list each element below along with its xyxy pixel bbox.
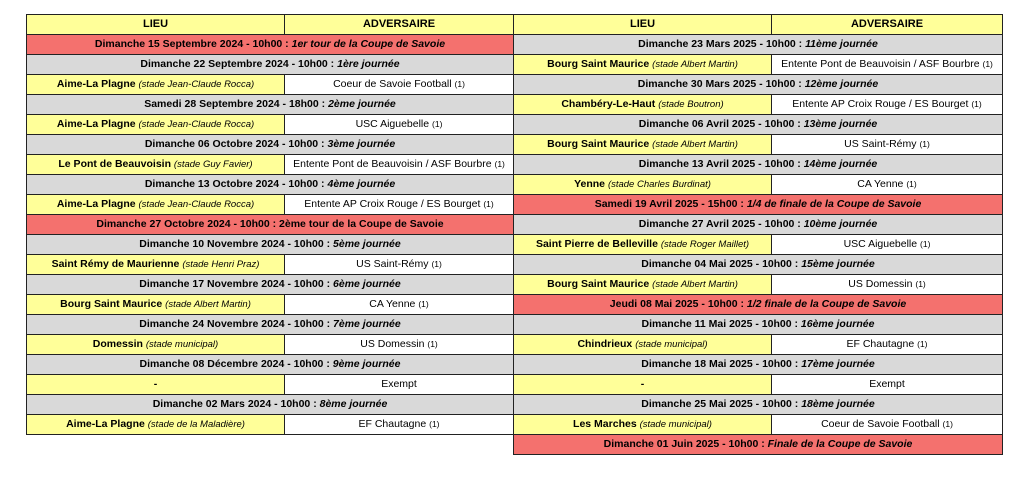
cup-round-row	[514, 435, 1003, 455]
matchday-row	[27, 395, 514, 415]
match-row	[514, 135, 1003, 155]
matchday-cell	[514, 255, 1003, 275]
cup-round-cell	[27, 215, 514, 235]
venue-cell	[514, 275, 772, 295]
round-label: 7ème journée	[333, 318, 401, 330]
opponent-cell	[285, 75, 514, 95]
venue-cell	[514, 55, 772, 75]
matchday-cell	[27, 175, 514, 195]
round-label: 1/4 de finale de la Coupe de Savoie	[746, 198, 922, 210]
opponent-name: EF Chautagne	[846, 338, 915, 350]
venue-cell	[514, 175, 772, 195]
stadium-name: (stade Albert Martin)	[165, 299, 251, 310]
venue-name: Bourg Saint Maurice	[547, 138, 650, 150]
stadium-name: (stade Jean-Claude Rocca)	[138, 199, 255, 210]
matchday-cell	[514, 75, 1003, 95]
opponent-cell	[285, 255, 514, 275]
match-row	[27, 115, 514, 135]
matchday-cell	[27, 395, 514, 415]
opponent-cell	[772, 275, 1003, 295]
opponent-name: Coeur de Savoie Football	[333, 78, 452, 90]
opponent-name: Entente AP Croix Rouge / ES Bourget	[792, 98, 969, 110]
venue-name: Les Marches	[573, 418, 637, 430]
venue-cell	[27, 255, 285, 275]
opponent-cell	[772, 55, 1003, 75]
stadium-name: (stade municipal)	[145, 339, 219, 350]
match-row	[27, 375, 514, 395]
opponent-cell	[285, 295, 514, 315]
match-date: Dimanche 01 Juin 2025 - 10h00 :	[603, 438, 768, 450]
header-adversaire: ADVERSAIRE	[285, 15, 514, 35]
matchday-cell	[27, 315, 514, 335]
cup-round-row	[27, 215, 514, 235]
match-date: Dimanche 08 Décembre 2024 - 10h00 :	[139, 358, 333, 370]
matchday-cell	[27, 235, 514, 255]
opponent-name: Exempt	[381, 378, 417, 390]
match-date: Dimanche 23 Mars 2025 - 10h00 :	[638, 38, 806, 50]
matchday-row	[27, 235, 514, 255]
opponent-name: Entente Pont de Beauvoisin / ASF Bourbre	[293, 158, 492, 170]
opponent-note: (1)	[942, 419, 953, 429]
stadium-name: (stade Roger Maillet)	[660, 239, 750, 250]
matchday-row	[27, 55, 514, 75]
round-label: 5ème journée	[333, 238, 401, 250]
round-label: 11ème journée	[805, 38, 878, 50]
match-row	[514, 415, 1003, 435]
match-date: Dimanche 06 Octobre 2024 - 10h00 :	[144, 138, 328, 150]
round-label: 2ème tour de la Coupe de Savoie	[279, 218, 444, 230]
cup-round-cell	[514, 195, 1003, 215]
match-row	[27, 415, 514, 435]
match-date: Dimanche 30 Mars 2025 - 10h00 :	[637, 78, 805, 90]
opponent-name: Entente AP Croix Rouge / ES Bourget	[304, 198, 481, 210]
stadium-name: (stade Jean-Claude Rocca)	[138, 79, 255, 90]
round-label: 9ème journée	[332, 358, 401, 370]
matchday-cell	[514, 395, 1003, 415]
matchday-row	[514, 355, 1003, 375]
opponent-name: USC Aiguebelle	[355, 118, 430, 130]
cup-round-row	[514, 295, 1003, 315]
match-date: Dimanche 25 Mai 2025 - 10h00 :	[641, 398, 802, 410]
matchday-row	[27, 275, 514, 295]
opponent-cell	[285, 335, 514, 355]
opponent-note: (1)	[454, 79, 465, 89]
match-date: Dimanche 15 Septembre 2024 - 10h00 :	[94, 38, 292, 50]
opponent-note: (1)	[494, 159, 505, 169]
round-label: 3ème journée	[327, 138, 396, 150]
opponent-name: USC Aiguebelle	[843, 238, 918, 250]
match-row	[27, 255, 514, 275]
round-label: 4ème journée	[327, 178, 396, 190]
opponent-note: (1)	[483, 199, 494, 209]
venue-cell	[27, 155, 285, 175]
round-label: Finale de la Coupe de Savoie	[767, 438, 913, 450]
matchday-cell	[27, 135, 514, 155]
opponent-note: (1)	[431, 259, 442, 269]
opponent-name: US Domessin	[360, 338, 425, 350]
match-row	[514, 175, 1003, 195]
stadium-name: (stade Albert Martin)	[652, 279, 738, 290]
matchday-row	[514, 255, 1003, 275]
venue-name: Aime-La Plagne	[56, 118, 136, 130]
match-date: Dimanche 17 Novembre 2024 - 10h00 :	[139, 278, 334, 290]
match-row	[514, 235, 1003, 255]
venue-cell	[27, 415, 285, 435]
match-date: Dimanche 22 Septembre 2024 - 10h00 :	[140, 58, 338, 70]
cup-round-cell	[514, 435, 1003, 455]
opponent-name: Coeur de Savoie Football	[821, 418, 940, 430]
venue-cell	[514, 135, 772, 155]
opponent-name: US Saint-Rémy	[356, 258, 429, 270]
stadium-name: (stade Jean-Claude Rocca)	[138, 119, 255, 130]
opponent-cell	[772, 415, 1003, 435]
match-row	[514, 275, 1003, 295]
stadium-name: (stade municipal)	[635, 339, 708, 350]
venue-cell	[27, 75, 285, 95]
matchday-cell	[514, 355, 1003, 375]
round-label: 15ème journée	[801, 258, 875, 270]
match-row	[514, 335, 1003, 355]
match-date: Dimanche 02 Mars 2024 - 10h00 :	[152, 398, 320, 410]
opponent-cell	[772, 235, 1003, 255]
venue-cell	[514, 415, 772, 435]
opponent-cell	[772, 175, 1003, 195]
opponent-cell	[285, 195, 514, 215]
venue-name: Domessin	[92, 338, 143, 350]
venue-name: Le Pont de Beauvoisin	[58, 158, 171, 170]
stadium-name: (stade Charles Burdinat)	[607, 179, 711, 190]
opponent-note: (1)	[915, 279, 926, 289]
schedule-table-left	[26, 14, 514, 435]
match-date: Dimanche 11 Mai 2025 - 10h00 :	[641, 318, 801, 330]
opponent-note: (1)	[906, 179, 917, 189]
opponent-note: (1)	[429, 419, 440, 429]
round-label: 18ème journée	[801, 398, 875, 410]
stadium-name: (stade Albert Martin)	[652, 139, 738, 150]
round-label: 1er tour de la Coupe de Savoie	[291, 38, 446, 50]
match-date: Dimanche 18 Mai 2025 - 10h00 :	[641, 358, 802, 370]
match-row	[27, 295, 514, 315]
opponent-cell	[285, 415, 514, 435]
opponent-note: (1)	[432, 119, 443, 129]
stadium-name: (stade de la Maladière)	[147, 419, 245, 430]
venue-cell	[27, 335, 285, 355]
header-row	[27, 15, 514, 35]
matchday-row	[514, 115, 1003, 135]
round-label: 10ème journée	[803, 218, 878, 230]
round-label: 1/2 finale de la Coupe de Savoie	[746, 298, 907, 310]
venue-name: Aime-La Plagne	[56, 78, 136, 90]
stadium-name: (stade Guy Favier)	[173, 159, 253, 170]
match-date: Dimanche 24 Novembre 2024 - 10h00 :	[139, 318, 334, 330]
venue-name: Saint Rémy de Maurienne	[51, 258, 180, 270]
match-row	[27, 75, 514, 95]
opponent-name: Exempt	[869, 378, 905, 390]
matchday-row	[27, 135, 514, 155]
match-date: Jeudi 08 Mai 2025 - 10h00 :	[609, 298, 747, 310]
venue-name: Yenne	[574, 178, 606, 190]
venue-name: Bourg Saint Maurice	[547, 58, 650, 70]
cup-round-row	[514, 195, 1003, 215]
cup-round-row	[27, 35, 514, 55]
header-row	[514, 15, 1003, 35]
opponent-name: CA Yenne	[857, 178, 904, 190]
match-date: Samedi 28 Septembre 2024 - 18h00 :	[144, 98, 329, 110]
opponent-name: US Saint-Rémy	[844, 138, 917, 150]
matchday-cell	[27, 55, 514, 75]
round-label: 14ème journée	[803, 158, 878, 170]
match-row	[514, 375, 1003, 395]
venue-name: -	[153, 378, 158, 390]
venue-name: Chindrieux	[577, 338, 633, 350]
venue-name: Bourg Saint Maurice	[60, 298, 163, 310]
match-date: Dimanche 13 Octobre 2024 - 10h00 :	[144, 178, 328, 190]
match-date: Samedi 19 Avril 2025 - 15h00 :	[594, 198, 747, 210]
matchday-row	[27, 315, 514, 335]
round-label: 16ème journée	[800, 318, 875, 330]
venue-name: Bourg Saint Maurice	[547, 278, 650, 290]
opponent-name: Entente Pont de Beauvoisin / ASF Bourbre	[781, 58, 980, 70]
matchday-row	[514, 395, 1003, 415]
opponent-cell	[285, 155, 514, 175]
opponent-cell	[772, 375, 1003, 395]
opponent-cell	[285, 375, 514, 395]
round-label: 17ème journée	[801, 358, 875, 370]
cup-round-cell	[514, 295, 1003, 315]
opponent-cell	[285, 115, 514, 135]
matchday-cell	[514, 115, 1003, 135]
round-label: 8ème journée	[319, 398, 388, 410]
opponent-cell	[772, 335, 1003, 355]
match-row	[27, 195, 514, 215]
opponent-note: (1)	[427, 339, 438, 349]
matchday-cell	[27, 275, 514, 295]
opponent-note: (1)	[982, 59, 993, 69]
opponent-note: (1)	[418, 299, 429, 309]
opponent-note: (1)	[971, 99, 982, 109]
matchday-row	[27, 95, 514, 115]
opponent-note: (1)	[919, 139, 930, 149]
matchday-row	[27, 175, 514, 195]
round-label: 6ème journée	[333, 278, 401, 290]
venue-name: Aime-La Plagne	[66, 418, 145, 430]
stadium-name: (stade municipal)	[639, 419, 712, 430]
matchday-row	[514, 315, 1003, 335]
venue-cell	[27, 195, 285, 215]
venue-cell	[27, 375, 285, 395]
header-lieu: LIEU	[27, 15, 285, 35]
match-date: Dimanche 04 Mai 2025 - 10h00 :	[641, 258, 802, 270]
matchday-row	[514, 75, 1003, 95]
match-date: Dimanche 10 Novembre 2024 - 10h00 :	[139, 238, 334, 250]
header-lieu: LIEU	[514, 15, 772, 35]
match-row	[514, 95, 1003, 115]
matchday-cell	[514, 35, 1003, 55]
venue-cell	[514, 375, 772, 395]
match-date: Dimanche 13 Avril 2025 - 10h00 :	[638, 158, 804, 170]
match-row	[27, 335, 514, 355]
venue-cell	[514, 95, 772, 115]
matchday-cell	[27, 95, 514, 115]
venue-name: Chambéry-Le-Haut	[561, 98, 656, 110]
schedule-table-right	[513, 14, 1003, 455]
matchday-cell	[514, 215, 1003, 235]
venue-name: -	[640, 378, 645, 390]
round-label: 13ème journée	[803, 118, 878, 130]
round-label: 2ème journée	[328, 98, 396, 110]
header-adversaire: ADVERSAIRE	[772, 15, 1003, 35]
opponent-name: US Domessin	[848, 278, 913, 290]
matchday-row	[514, 215, 1003, 235]
opponent-note: (1)	[917, 339, 928, 349]
opponent-cell	[772, 95, 1003, 115]
match-row	[27, 155, 514, 175]
venue-cell	[514, 335, 772, 355]
matchday-row	[514, 35, 1003, 55]
matchday-row	[514, 155, 1003, 175]
round-label: 12ème journée	[804, 78, 879, 90]
opponent-name: EF Chautagne	[358, 418, 427, 430]
opponent-note: (1)	[920, 239, 931, 249]
match-date: Dimanche 27 Avril 2025 - 10h00 :	[638, 218, 804, 230]
matchday-cell	[514, 155, 1003, 175]
venue-cell	[27, 295, 285, 315]
stadium-name: (stade Henri Praz)	[182, 259, 260, 270]
opponent-cell	[772, 135, 1003, 155]
venue-cell	[514, 235, 772, 255]
match-date: Dimanche 06 Avril 2025 - 10h00 :	[638, 118, 804, 130]
venue-name: Saint Pierre de Belleville	[535, 238, 658, 250]
matchday-row	[27, 355, 514, 375]
cup-round-cell	[27, 35, 514, 55]
opponent-name: CA Yenne	[369, 298, 416, 310]
stadium-name: (stade Albert Martin)	[652, 59, 738, 70]
stadium-name: (stade Boutron)	[658, 99, 724, 110]
match-row	[514, 55, 1003, 75]
round-label: 1ère journée	[337, 58, 400, 70]
match-date: Dimanche 27 Octobre 2024 - 10h00 :	[96, 218, 280, 230]
matchday-cell	[514, 315, 1003, 335]
venue-name: Aime-La Plagne	[56, 198, 136, 210]
matchday-cell	[27, 355, 514, 375]
venue-cell	[27, 115, 285, 135]
